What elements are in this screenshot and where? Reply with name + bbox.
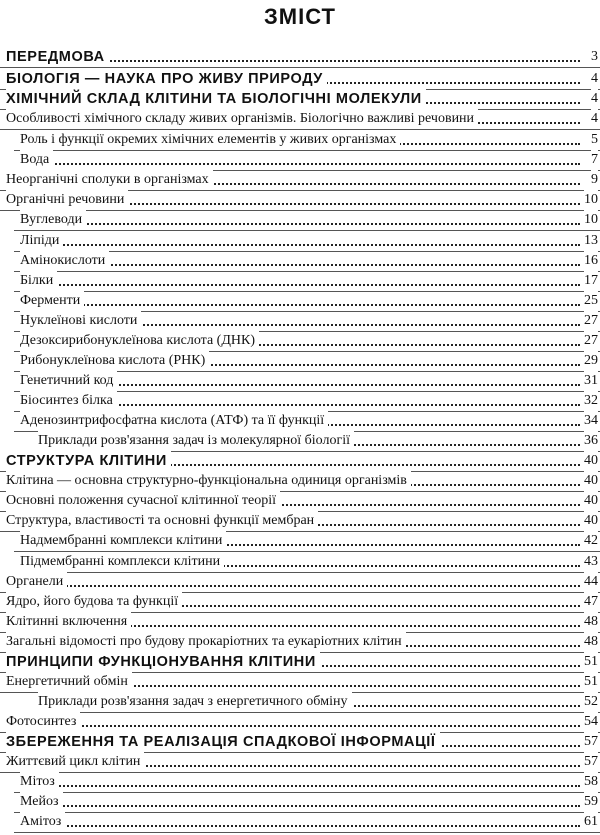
toc-entry-title: Органічні речовини xyxy=(6,190,128,210)
toc-entry[interactable] xyxy=(0,752,600,772)
toc-entry-page: 32 xyxy=(584,391,598,411)
toc-entry-page: 4 xyxy=(591,109,598,129)
toc-entry-page: 59 xyxy=(584,792,598,812)
toc-entry[interactable] xyxy=(0,431,600,451)
toc-entry-title: Ядро, його будова та функції xyxy=(6,592,182,612)
toc-entry-page: 5 xyxy=(591,130,598,150)
dot-leader xyxy=(24,244,580,246)
toc-entry[interactable] xyxy=(0,692,600,712)
toc-entry-title: Органели xyxy=(6,572,67,592)
toc-entry-title: Клітинні включення xyxy=(6,612,131,632)
page-title: ЗМІСТ xyxy=(264,4,336,29)
row-divider xyxy=(14,832,600,833)
toc-entry[interactable] xyxy=(0,592,600,612)
toc-entry-page: 44 xyxy=(584,572,598,592)
toc-entry-title: Структура, властивості та основні функції мембран xyxy=(6,511,318,531)
toc-entry[interactable] xyxy=(0,652,600,672)
toc-entry[interactable] xyxy=(0,792,600,812)
toc-entry-page: 4 xyxy=(591,89,598,109)
toc-entry-title: Біосинтез білка xyxy=(20,391,117,411)
toc-entry-page: 10 xyxy=(584,190,598,210)
toc-entry-page: 51 xyxy=(584,652,598,672)
toc-entry-title: Мітоз xyxy=(20,772,59,792)
toc-entry-page: 4 xyxy=(591,69,598,89)
toc-entry-title: Генетичний код xyxy=(20,371,117,391)
toc-entry-page: 29 xyxy=(584,351,598,371)
toc-entry-page: 51 xyxy=(584,672,598,692)
dot-leader xyxy=(10,725,580,727)
toc-entry[interactable] xyxy=(0,150,600,170)
toc-entry[interactable] xyxy=(0,391,600,411)
toc-entry-page: 57 xyxy=(584,752,598,772)
toc-entry-title: ХІМІЧНИЙ СКЛАД КЛІТИНИ ТА БІОЛОГІЧНІ МОЛЕКУЛИ xyxy=(6,89,426,109)
toc-entry-title: Аденозинтрифосфатна кислота (АТФ) та її функції xyxy=(20,411,328,431)
toc-entry[interactable] xyxy=(0,69,600,89)
toc-entry-title: Нуклеїнові кислоти xyxy=(20,311,141,331)
toc-entry-page: 9 xyxy=(591,170,598,190)
toc-entry-title: Неорганічні сполуки в організмах xyxy=(6,170,213,190)
toc-entry-title: ПЕРЕДМОВА xyxy=(6,47,109,67)
toc-entry-title: Фотосинтез xyxy=(6,712,80,732)
row-divider xyxy=(0,67,600,68)
toc-entry[interactable] xyxy=(0,210,600,230)
toc-entry-title: Підмембранні комплекси клітини xyxy=(20,552,224,572)
toc-entry[interactable] xyxy=(0,612,600,632)
toc-entry[interactable] xyxy=(0,511,600,531)
toc-entry[interactable] xyxy=(0,812,600,832)
toc-entry-title: ПРИНЦИПИ ФУНКЦІОНУВАННЯ КЛІТИНИ xyxy=(6,652,320,672)
toc-entry-page: 31 xyxy=(584,371,598,391)
toc-entry[interactable] xyxy=(0,231,600,251)
toc-entry[interactable] xyxy=(0,451,600,471)
toc-entry-page: 16 xyxy=(584,251,598,271)
toc-entry-title: Приклади розв'язання задач з енергетичного обміну xyxy=(38,692,352,712)
toc-entry-page: 10 xyxy=(584,210,598,230)
toc-entry-page: 43 xyxy=(584,552,598,572)
toc-entry-page: 42 xyxy=(584,531,598,551)
toc-entry-title: Основні положення сучасної клітинної теорії xyxy=(6,491,280,511)
toc-entry-title: Надмембранні комплекси клітини xyxy=(20,531,226,551)
toc-entry-page: 27 xyxy=(584,311,598,331)
toc-entry-page: 52 xyxy=(584,692,598,712)
toc-entry-title: Вода xyxy=(20,150,53,170)
toc-entry-title: Вуглеводи xyxy=(20,210,86,230)
toc-entry-title: Рибонуклеїнова кислота (РНК) xyxy=(20,351,209,371)
toc-entry-page: 7 xyxy=(591,150,598,170)
toc-entry-page: 40 xyxy=(584,451,598,471)
toc-entry-page: 27 xyxy=(584,331,598,351)
toc-entry[interactable] xyxy=(0,531,600,551)
toc-entry[interactable] xyxy=(0,351,600,371)
toc-entry-title: Амінокислоти xyxy=(20,251,109,271)
toc-entry[interactable] xyxy=(0,311,600,331)
toc-entry[interactable] xyxy=(0,331,600,351)
toc-entry[interactable] xyxy=(0,572,600,592)
toc-entry[interactable] xyxy=(0,291,600,311)
toc-entry-title: Клітина — основна структурно-функціональна одиниця організмів xyxy=(6,471,411,491)
toc-entry-title: Мейоз xyxy=(20,792,63,812)
toc-entry-title: БІОЛОГІЯ — НАУКА ПРО ЖИВУ ПРИРОДУ xyxy=(6,69,327,89)
toc-entry-title: Роль і функції окремих хімічних елементів у живих організмах xyxy=(20,130,400,150)
toc-entry-page: 34 xyxy=(584,411,598,431)
toc-entry[interactable] xyxy=(0,471,600,491)
toc-entry[interactable] xyxy=(0,271,600,291)
toc-entry-title: Енергетичний обмін xyxy=(6,672,132,692)
toc-entry[interactable] xyxy=(0,109,600,129)
toc-entry-page: 57 xyxy=(584,732,598,752)
dot-leader xyxy=(24,805,580,807)
toc-entry-title: Загальні відомості про будову прокаріотних та еукаріотних клітин xyxy=(6,632,406,652)
toc-entry-title: Життєвий цикл клітин xyxy=(6,752,144,772)
toc-entry-page: 40 xyxy=(584,471,598,491)
toc-entry[interactable] xyxy=(0,672,600,692)
toc-entry-page: 40 xyxy=(584,511,598,531)
toc-entry-page: 48 xyxy=(584,632,598,652)
toc-entry-title: Ліпіди xyxy=(20,231,63,251)
toc-entry-page: 17 xyxy=(584,271,598,291)
toc-entry[interactable] xyxy=(0,47,600,67)
toc-entry-page: 13 xyxy=(584,231,598,251)
toc-entry[interactable] xyxy=(0,130,600,150)
toc-entry-title: Білки xyxy=(20,271,57,291)
toc-entry-title: СТРУКТУРА КЛІТИНИ xyxy=(6,451,171,471)
dot-leader xyxy=(24,785,580,787)
toc-entry-page: 47 xyxy=(584,592,598,612)
dot-leader xyxy=(10,585,580,587)
toc-entry-title: Амітоз xyxy=(20,812,65,832)
toc-entry[interactable] xyxy=(0,170,600,190)
toc-entry-page: 58 xyxy=(584,772,598,792)
toc-entry-page: 36 xyxy=(584,431,598,451)
dot-leader xyxy=(24,163,580,165)
toc-entry-title: Ферменти xyxy=(20,291,84,311)
toc-entry[interactable] xyxy=(0,251,600,271)
toc-entry-title: Особливості хімічного складу живих організмів. Біологічно важливі речовини xyxy=(6,109,478,129)
toc-entry[interactable] xyxy=(0,190,600,210)
toc-entry[interactable] xyxy=(0,491,600,511)
dot-leader xyxy=(24,223,580,225)
dot-leader xyxy=(24,825,580,827)
toc-entry-page: 40 xyxy=(584,491,598,511)
toc-entry-title: ЗБЕРЕЖЕННЯ ТА РЕАЛІЗАЦІЯ СПАДКОВОЇ ІНФОРМАЦІЇ xyxy=(6,732,440,752)
toc-entry-title: Дезоксирибонуклеїнова кислота (ДНК) xyxy=(20,331,259,351)
toc-entry-page: 48 xyxy=(584,612,598,632)
toc-entry-page: 61 xyxy=(584,812,598,832)
toc-entry-page: 3 xyxy=(591,47,598,67)
toc-entry[interactable] xyxy=(0,552,600,572)
toc-entry[interactable] xyxy=(0,411,600,431)
toc-entry[interactable] xyxy=(0,772,600,792)
dot-leader xyxy=(24,284,580,286)
toc-entry[interactable] xyxy=(0,732,600,752)
toc-entry-page: 25 xyxy=(584,291,598,311)
toc-entry[interactable] xyxy=(0,712,600,732)
toc-entry[interactable] xyxy=(0,89,600,109)
toc-entry-page: 54 xyxy=(584,712,598,732)
toc-entry-title: Приклади розв'язання задач із молекулярної біології xyxy=(38,431,354,451)
toc-entry[interactable] xyxy=(0,371,600,391)
dot-leader xyxy=(24,304,580,306)
toc-entry[interactable] xyxy=(0,632,600,652)
